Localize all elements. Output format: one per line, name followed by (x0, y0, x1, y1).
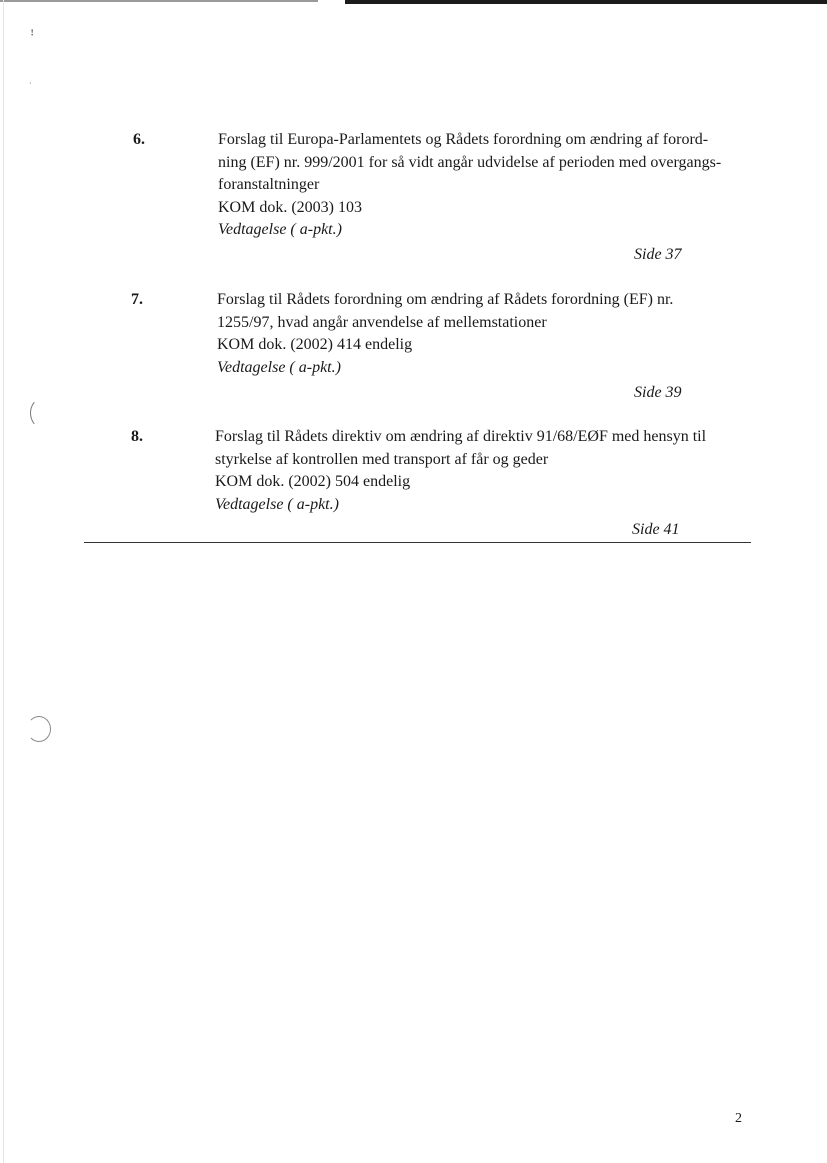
section-divider (84, 542, 751, 543)
item-page-ref: Side 41 (632, 521, 680, 538)
item-number: 7. (131, 291, 143, 308)
top-rule-left (0, 0, 318, 2)
item-number: 8. (131, 428, 143, 445)
item-text-line: styrkelse af kontrollen med transport af får og geder (215, 450, 549, 468)
item-number: 6. (133, 131, 145, 148)
item-body (217, 289, 673, 379)
top-rule-right (345, 0, 827, 4)
item-text-line: foranstaltninger (218, 176, 320, 193)
item-page-ref: Side 37 (634, 246, 682, 263)
item-text-line: Forslag til Rådets direktiv om ændring af direktiv 91/68/EØF med hensyn til (215, 428, 707, 445)
item-text-line: Forslag til Europa-Parlamentets og Rådets forordning om ændring af forord- (218, 131, 709, 148)
scan-left-edge (3, 0, 4, 1163)
item-text-line: 1255/97, hvad angår anvendelse af mellemstationer (217, 313, 547, 331)
item-page-ref: Side 39 (634, 384, 682, 401)
punch-hole-mark (27, 716, 51, 742)
item-text-line: KOM dok. (2002) 504 endelig (215, 473, 411, 490)
item-decision: Vedtagelse ( a-pkt.) (217, 358, 341, 376)
item-text-line: Forslag til Rådets forordning om ændring af Rådets forordning (EF) nr. (217, 291, 674, 308)
item-body (215, 426, 706, 516)
punch-hole-mark (30, 398, 54, 428)
item-text-line: ning (EF) nr. 999/2001 for så vidt angår udvidelse af perioden med overgangs- (218, 153, 722, 171)
page-number: 2 (735, 1111, 742, 1126)
scan-speck: · (29, 79, 32, 88)
scan-speck: ꜝ (30, 29, 35, 44)
item-text-line: KOM dok. (2002) 414 endelig (217, 336, 413, 353)
item-text-line: KOM dok. (2003) 103 (218, 198, 362, 216)
item-decision: Vedtagelse ( a-pkt.) (215, 495, 339, 513)
item-body (218, 129, 721, 242)
item-decision: Vedtagelse ( a-pkt.) (218, 221, 342, 238)
